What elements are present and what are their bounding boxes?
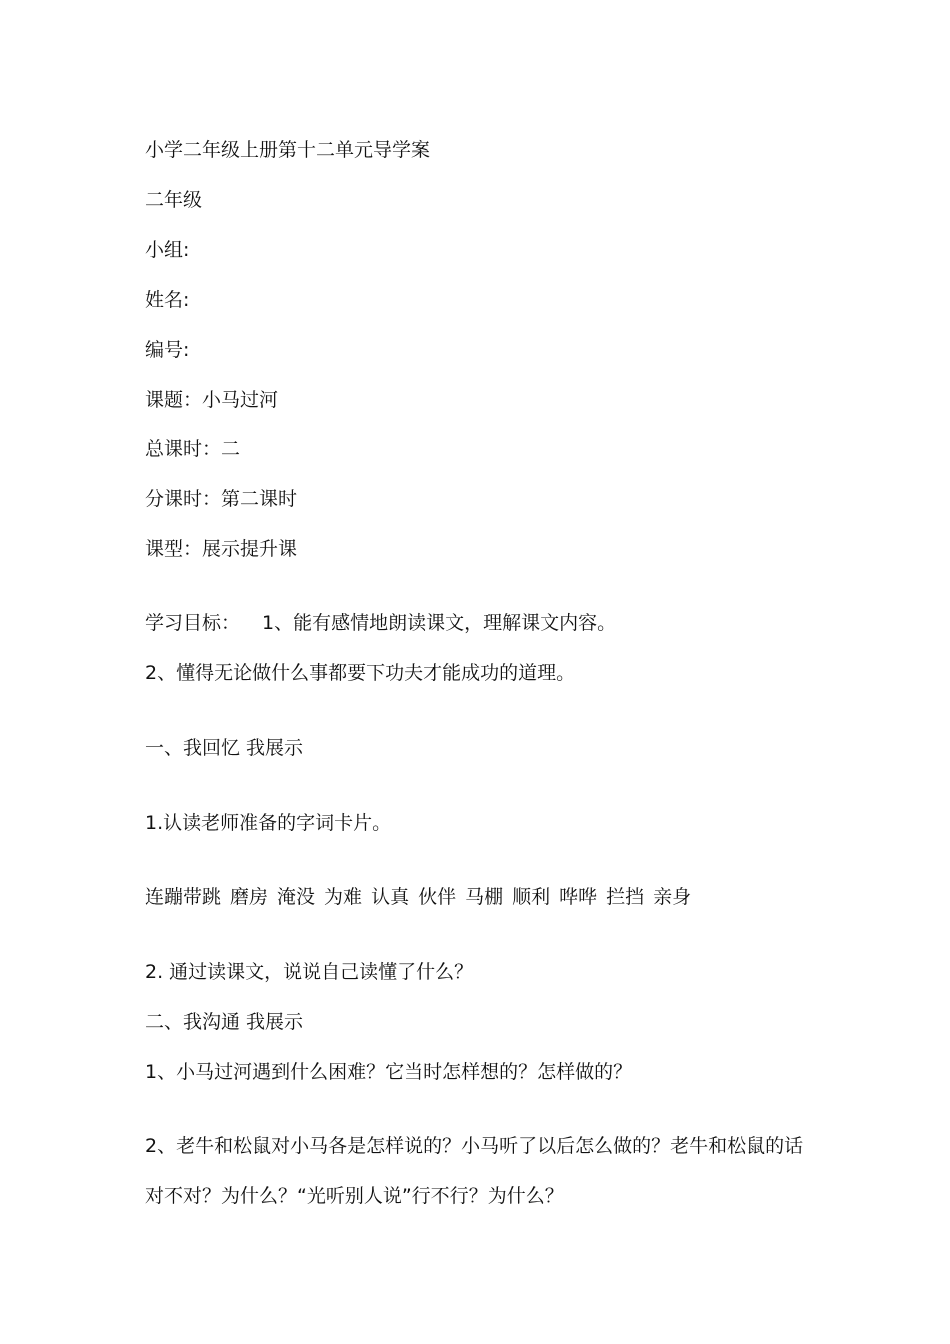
vocab-word: 顺利 (512, 886, 551, 908)
group-label: 小组: (145, 239, 190, 261)
vocab-word: 为难 (324, 886, 363, 908)
number-label: 编号: (145, 339, 190, 361)
lesson-type-line: 课型：展示提升课 (145, 538, 298, 560)
vocab-word: 马棚 (465, 886, 504, 908)
task-1-2: 2. 通过读课文，说说自己读懂了什么？ (145, 961, 474, 983)
task-1-1: 1.认读老师准备的字词卡片。 (145, 812, 392, 834)
vocab-word: 哗哗 (559, 886, 598, 908)
vocab-word: 亲身 (653, 886, 692, 908)
task-2-2-line-1: 2、老牛和松鼠对小马各是怎样说的？小马听了以后怎么做的？老牛和松鼠的话 (145, 1135, 804, 1157)
grade-line: 二年级 (145, 189, 203, 211)
vocab-word: 连蹦带跳 (145, 886, 222, 908)
task-2-1: 1、小马过河遇到什么困难？它当时怎样想的？怎样做的？ (145, 1061, 633, 1083)
task-2-2-line-2: 对不对？为什么？“光听别人说”行不行？为什么？ (145, 1185, 564, 1207)
total-periods-line: 总课时：二 (145, 438, 241, 460)
objectives-label: 学习目标： (145, 612, 241, 634)
vocab-word: 认真 (371, 886, 410, 908)
objective-1: 1、能有感情地朗读课文，理解课文内容。 (262, 612, 617, 634)
document-title: 小学二年级上册第十二单元导学案 (145, 139, 431, 161)
vocab-word: 淹没 (277, 886, 316, 908)
objective-2: 2、懂得无论做什么事都要下功夫才能成功的道理。 (145, 662, 576, 684)
vocab-word: 伙伴 (418, 886, 457, 908)
vocab-word: 拦挡 (606, 886, 645, 908)
vocab-word: 磨房 (230, 886, 269, 908)
section-1-title: 一、我回忆 我展示 (145, 737, 304, 759)
topic-line: 课题：小马过河 (145, 389, 279, 411)
section-2-title: 二、我沟通 我展示 (145, 1011, 304, 1033)
objectives-line (145, 611, 616, 635)
vocab-list (145, 885, 700, 909)
sub-period-line: 分课时：第二课时 (145, 488, 298, 510)
name-label: 姓名: (145, 289, 190, 311)
